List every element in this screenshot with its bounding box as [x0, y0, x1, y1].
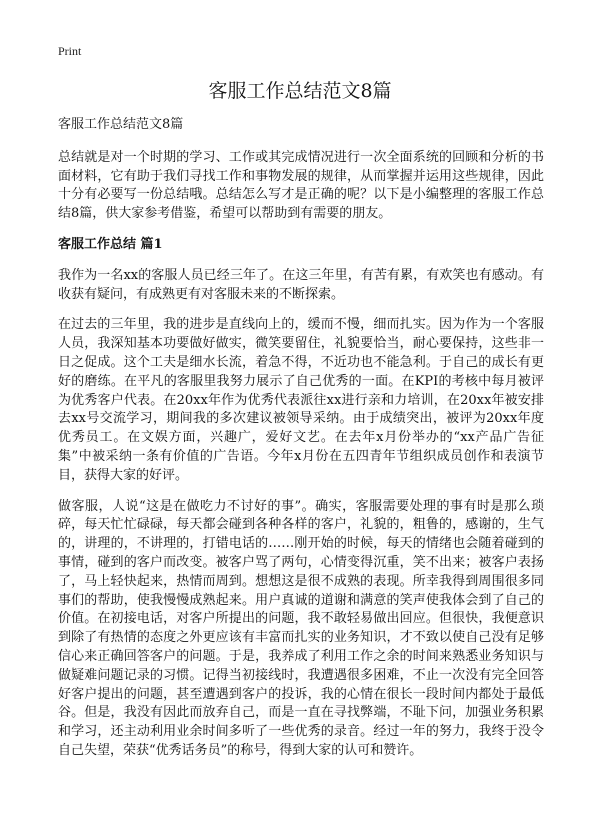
body-paragraph-3: 做客服，人说“这是在做吃力不讨好的事”。确实，客服需要处理的事有时是那么琐碎，每天忙忙碌碌，每天都会碰到各种各样的客户，礼貌的，粗鲁的，感谢的，生气的，讲理的，不讲理的，打错电话的……刚开始的时候，每天的情绪也会随着碰到的事情，碰到的客户而改变。被客户骂了两句，心情变得沉重，笑不出来；被客户表扬了，马上轻快起来，热情而周到。想想这是很不成熟的表现。所幸我得到周围很多同事们的帮助，使我慢慢成熟起来。用户真诚的道谢和满意的笑声使我体会到了自己的价值。在初接电话，对客户所提出的问题，我不敢轻易做出回应。但很快，我便意识到除了有热情的态度之外更应该有丰富而扎实的业务知识，才不致以使自己没有足够信心来正确回答客户的问题。于是，我养成了利用工作之余的时间来熟悉业务知识与做疑难问题记录的习惯。记得当初接线时，我遭遇很多困难，不止一次没有完全回答好客户提出的问题，甚至遭遇到客户的投诉，我的心情在很长一段时间内都处于最低谷。但是，我没有因此而放弃自己，而是一直在寻找弊端，不耻下问，加强业务积累和学习，还主动利用业余时间多听了一些优秀的录音。经过一年的努力，我终于没令自己失望，荣获“优秀话务员”的称号，得到大家的认可和赞许。 — [58, 498, 544, 758]
document-body — [58, 116, 544, 773]
intro-paragraph: 总结就是对一个时期的学习、工作或其完成情况进行一次全面系统的回顾和分析的书面材料，它有助于我们寻找工作和事物发展的规律，从而掌握并运用这些规律，因此十分有必要写一份总结哦。总结怎么写才是正确的呢？以下是小编整理的客服工作总结8篇，供大家参考借鉴，希望可以帮助到有需要的朋友。 — [58, 149, 544, 222]
body-paragraph-2: 在过去的三年里，我的进步是直线向上的，缓而不慢，细而扎实。因为作为一个客服人员，我深知基本功要做好做实，微笑要留住，礼貌要恰当，耐心要保持，这些非一日之促成。这个工夫是细水长流，着急不得，不近功也不能急利。于自己的成长有更好的磨练。在平凡的客服里我努力展示了自己优秀的一面。在KPI的考核中每月被评为优秀客户代表。在20xx年作为优秀代表派往xx进行亲和力培训，在20xx年被安排去xx号交流学习，期间我的多次建议被领导采纳。由于成绩突出，被评为20xx年度优秀员工。在文娱方面，兴趣广，爱好文艺。在去年x月份举办的“xx产品广告征集”中被采纳一条有价值的广告语。今年x月份在五四青年节组织成员创作和表演节目，获得大家的好评。 — [58, 317, 544, 483]
section-heading: 客服工作总结 篇1 — [58, 236, 163, 252]
body-paragraph-1: 我作为一名xx的客服人员已经三年了。在这三年里，有苦有累，有欢笑也有感动。有收获有疑问，有成熟更有对客服未来的不断探索。 — [58, 267, 544, 302]
document-title: 客服工作总结范文8篇 — [208, 80, 392, 102]
print-link[interactable]: Print — [58, 44, 82, 58]
document-subtitle: 客服工作总结范文8篇 — [58, 117, 184, 132]
